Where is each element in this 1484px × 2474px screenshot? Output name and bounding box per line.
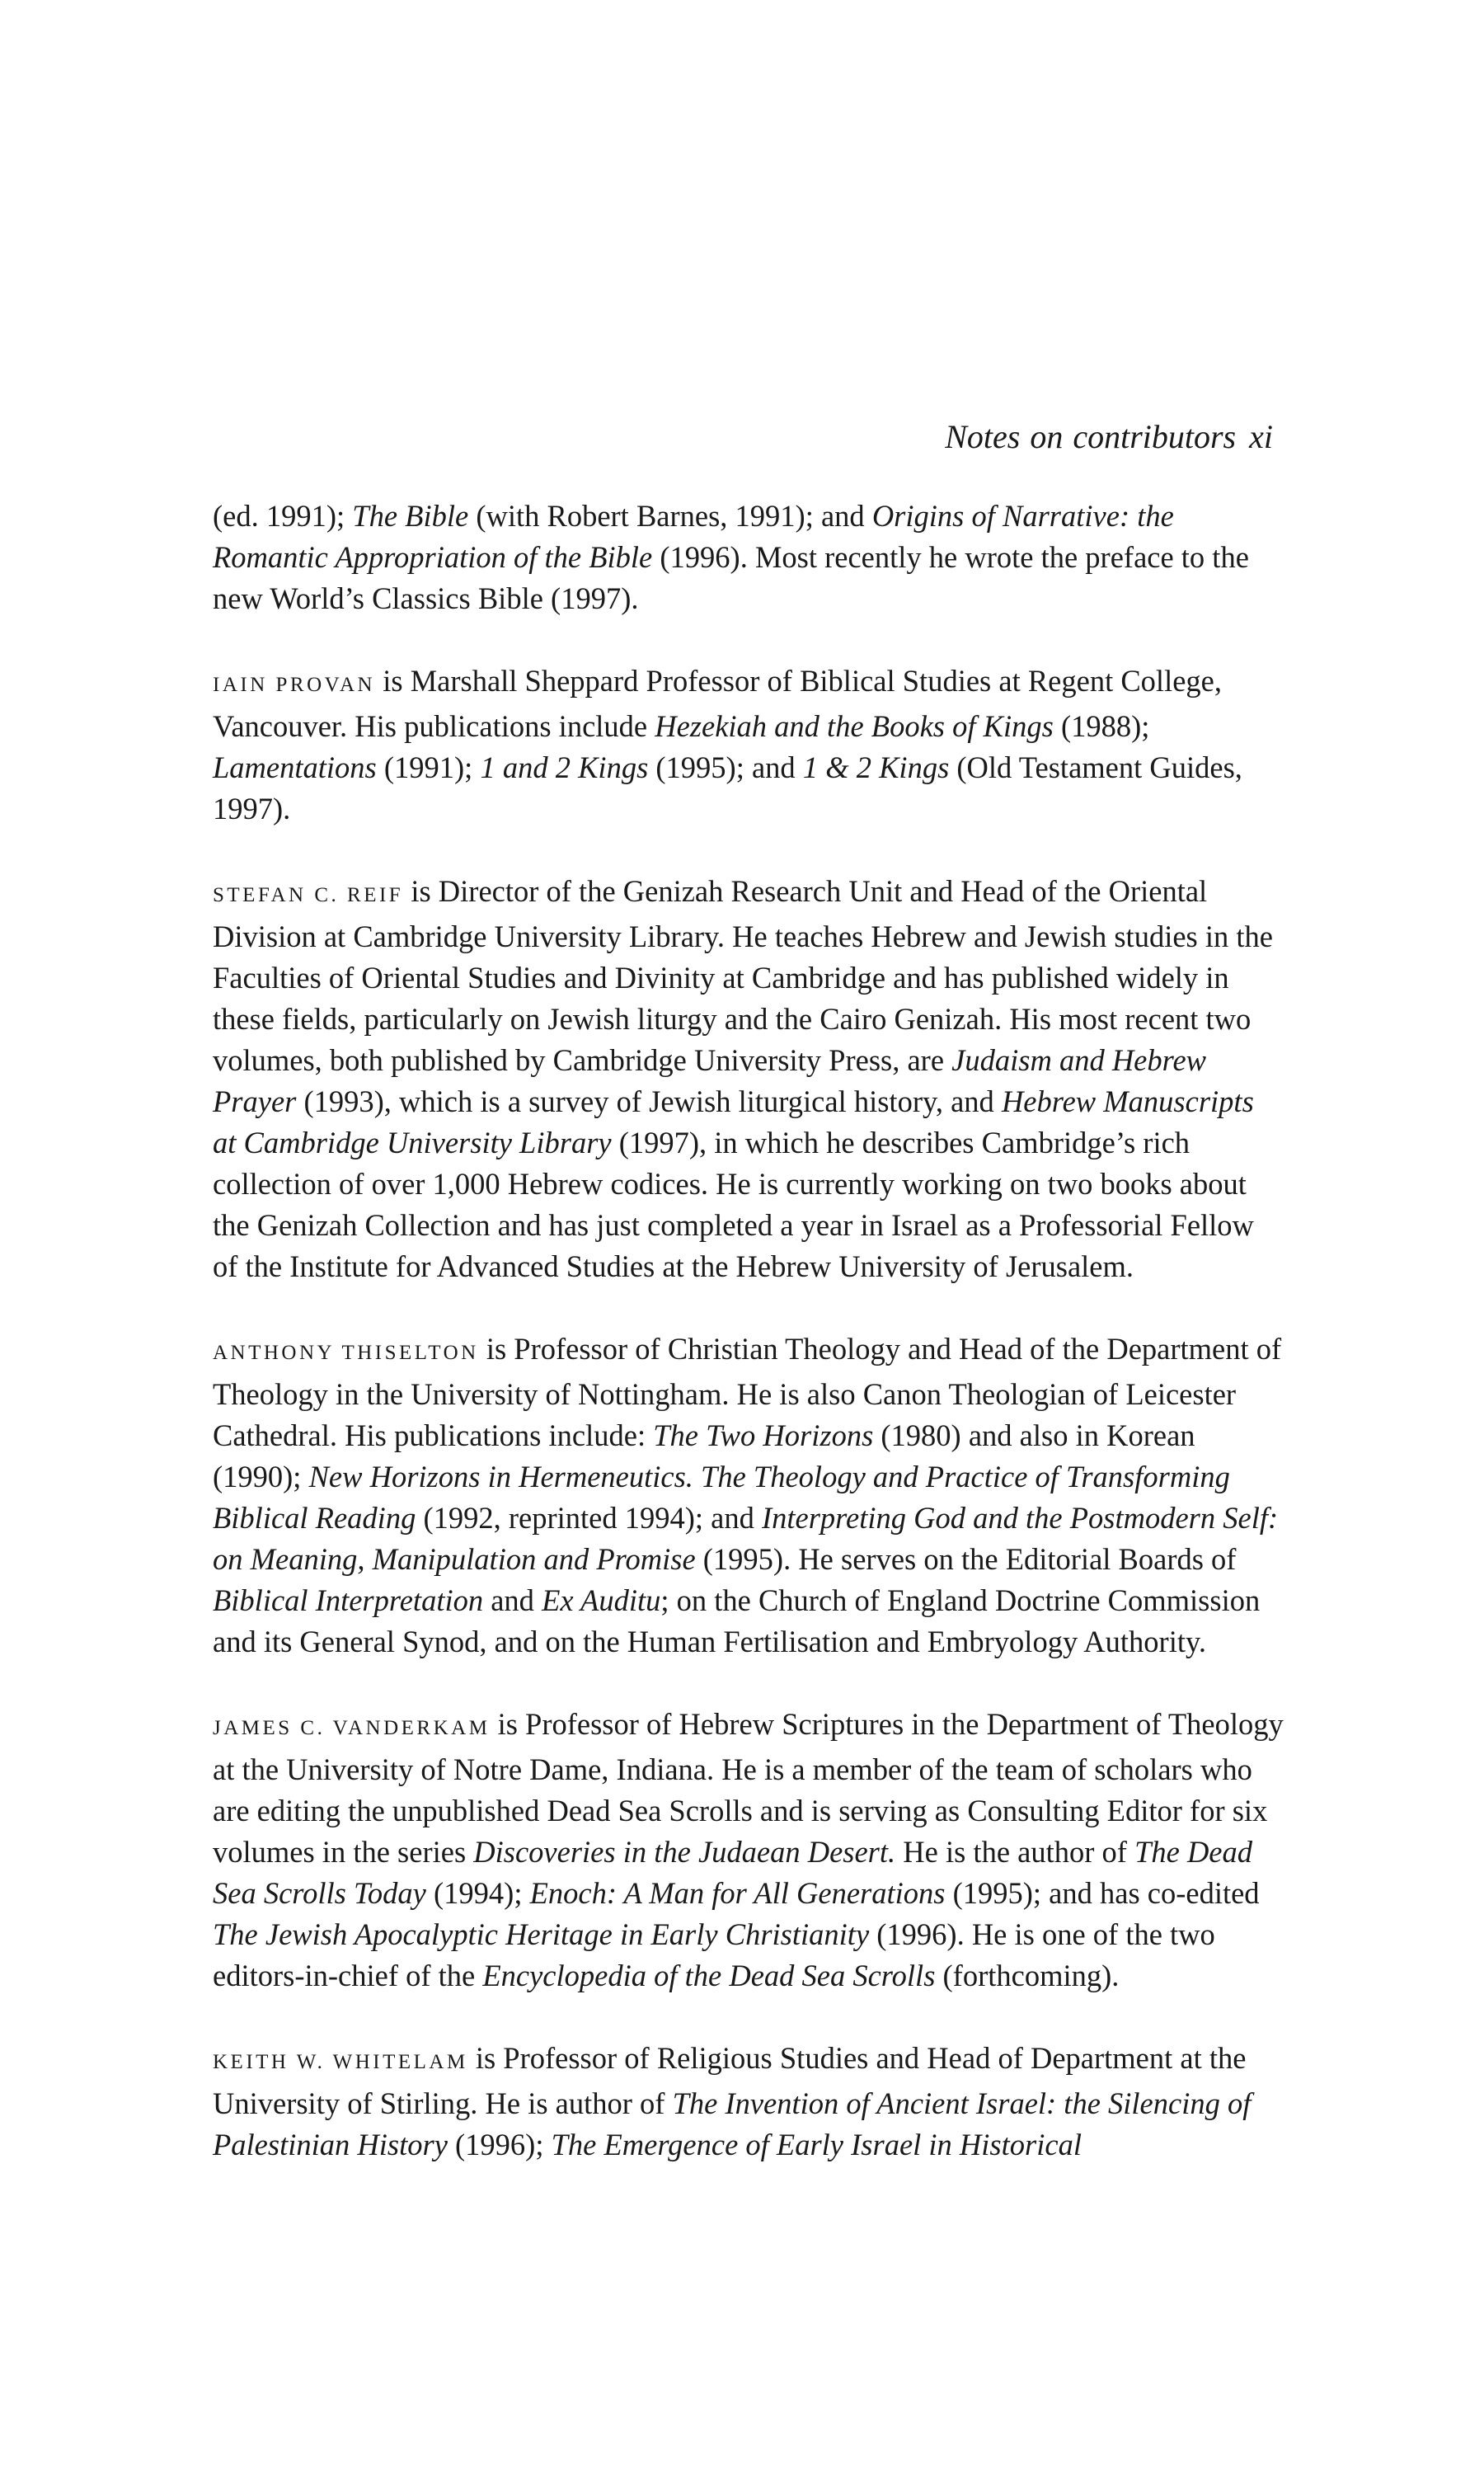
page-number: xi: [1249, 418, 1273, 455]
work-title: Discoveries in the Judaean Desert.: [473, 1835, 896, 1869]
entry-text: (1996). Most recently he wrote the preface to the new World’s Classics Bible (1997).: [213, 540, 1249, 615]
entry-text: and: [483, 1583, 542, 1617]
contributor-name: STEFAN C. REIF: [213, 884, 404, 906]
work-title: The Emergence of Early Israel in Historical: [551, 2128, 1082, 2161]
entry-text: (with Robert Barnes, 1991); and: [468, 499, 872, 533]
page: [213, 416, 1284, 2207]
work-title: 1 & 2 Kings: [802, 750, 950, 784]
entry-text: (ed. 1991);: [213, 499, 353, 533]
contributor-notes: [213, 496, 1284, 2166]
entry-text: is Marshall Sheppard Professor of Biblical Studies at Regent College, Vancouver. His publications include: [213, 664, 1222, 743]
entry-text: (1997), in which he describes Cambridge’s rich collection of over 1,000 Hebrew codices. He is currently working on two books about the Genizah Collection and has just completed a year in Israel as a Professorial Fellow of the Institute for Advanced Studies at the Hebrew University of Jerusalem.: [213, 1126, 1254, 1283]
entry-text: (forthcoming).: [935, 1959, 1120, 1992]
entry-text: is Professor of Christian Theology and Head of the Department of Theology in the University of Nottingham. He is also Canon Theologian of Leicester Cathedral. His publications include:: [213, 1332, 1282, 1452]
entry-text: (1991);: [376, 750, 481, 784]
work-title: The Two Horizons: [653, 1418, 874, 1452]
running-head: [213, 416, 1273, 458]
entry-text: (1995); and has co-edited: [945, 1876, 1260, 1910]
entry-text: ; on the Church of England Doctrine Commission and its General Synod, and on the Human Fertilisation and Embryology Authority.: [213, 1583, 1261, 1658]
entry-text: is Professor of Religious Studies and Head of Department at the University of Stirling. He is author of: [213, 2041, 1247, 2120]
work-title: The Invention of Ancient Israel: the Silencing of Palestinian History: [213, 2086, 1252, 2161]
work-title: The Bible: [352, 499, 469, 533]
entry-text: (1980) and also in Korean (1990);: [213, 1418, 1195, 1493]
contributor-name: IAIN PROVAN: [213, 674, 376, 696]
entry-text: is Director of the Genizah Research Unit and Head of the Oriental Division at Cambridge University Library. He teaches Hebrew and Jewish studies in the Faculties of Oriental Studies and Divinity at Cambridge and has published widely in these fields, particularly on Jewish liturgy and the Cairo Genizah. His most recent two volumes, both published by Cambridge University Press, are: [213, 874, 1273, 1077]
contributor-entry-reif: [213, 871, 1284, 1287]
work-title: Enoch: A Man for All Generations: [529, 1876, 946, 1910]
contributor-name: JAMES C. VANDERKAM: [213, 1717, 491, 1739]
entry-text: (1988);: [1053, 709, 1150, 743]
work-title: The Jewish Apocalyptic Heritage in Early Christianity: [213, 1917, 870, 1951]
work-title: Encyclopedia of the Dead Sea Scrolls: [482, 1959, 936, 1992]
entry-text: He is the author of: [895, 1835, 1135, 1869]
entry-text: (1995); and: [648, 750, 803, 784]
entry-text: (1996);: [447, 2128, 552, 2161]
entry-text: (1996). He is one of the two editors-in-chief of the: [213, 1917, 1215, 1992]
contributor-name: ANTHONY THISELTON: [213, 1342, 479, 1364]
contributor-entry-continuation: [213, 496, 1284, 619]
running-head-title: Notes on contributors: [945, 418, 1237, 455]
contributor-entry-thiselton: [213, 1329, 1284, 1663]
work-title: Origins of Narrative: the Romantic Appropriation of the Bible: [213, 499, 1174, 574]
entry-text: is Professor of Hebrew Scriptures in the Department of Theology at the University of Notre Dame, Indiana. He is a member of the team of scholars who are editing the unpublished Dead Sea Scrolls and is serving as Consulting Editor for six volumes in the series: [213, 1707, 1284, 1869]
work-title: Judaism and Hebrew Prayer: [213, 1043, 1207, 1118]
entry-text: (1994);: [425, 1876, 530, 1910]
work-title: New Horizons in Hermeneutics. The Theology and Practice of Transforming Biblical Reading: [213, 1460, 1230, 1535]
work-title: Hezekiah and the Books of Kings: [655, 709, 1054, 743]
work-title: The Dead Sea Scrolls Today: [213, 1835, 1252, 1910]
entry-text: (1992, reprinted 1994); and: [416, 1501, 762, 1535]
work-title: 1 and 2 Kings: [480, 750, 649, 784]
work-title: Ex Auditu: [542, 1583, 661, 1617]
entry-text: (Old Testament Guides, 1997).: [213, 750, 1242, 825]
work-title: Lamentations: [213, 750, 377, 784]
contributor-entry-whitelam: [213, 2038, 1284, 2166]
entry-text: (1995). He serves on the Editorial Boards of: [695, 1542, 1237, 1576]
entry-text: (1993), which is a survey of Jewish liturgical history, and: [296, 1084, 1002, 1118]
contributor-name: KEITH W. WHITELAM: [213, 2051, 468, 2073]
contributor-entry-provan: [213, 661, 1284, 830]
work-title: Hebrew Manuscripts at Cambridge University Library: [213, 1084, 1254, 1159]
work-title: Biblical Interpretation: [213, 1583, 484, 1617]
work-title: Interpreting God and the Postmodern Self: on Meaning, Manipulation and Promise: [213, 1501, 1279, 1576]
contributor-entry-vanderkam: [213, 1704, 1284, 1997]
